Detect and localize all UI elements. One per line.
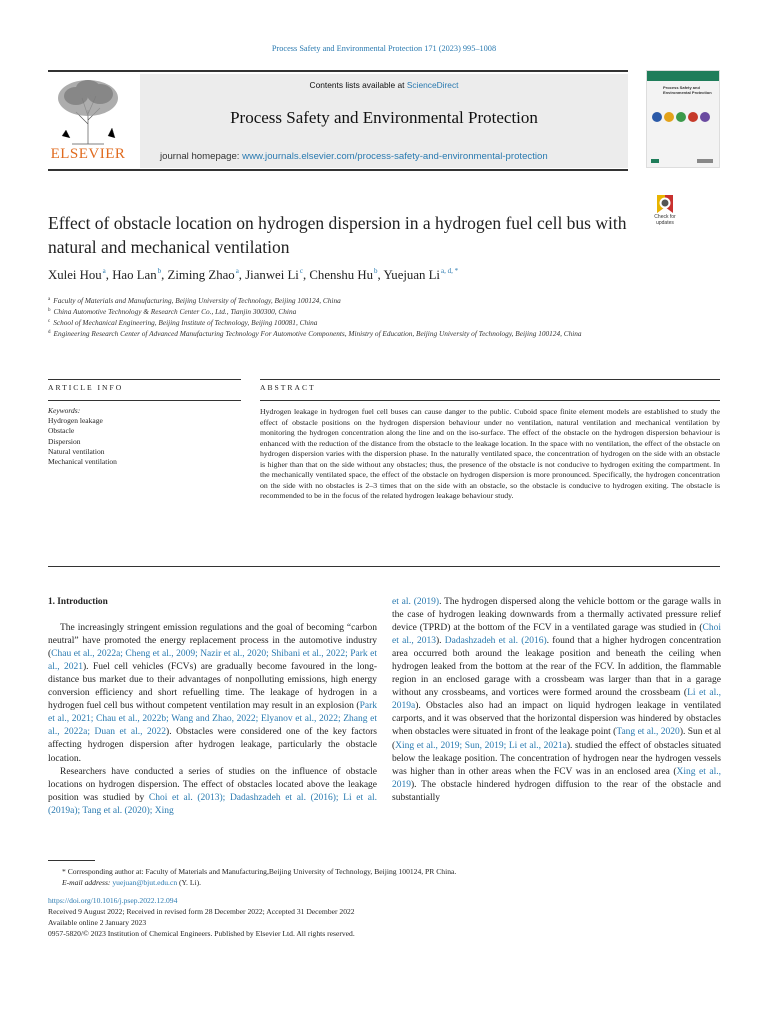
text-run: ). Obstacles also had an impact on liquid hydrogen leakage in ventilated carports, and it was observed that the horizontal dispersion was hindered by obstacles when obstacles were situated in front of the leakage point ( — [392, 701, 721, 738]
article-info-bottom-rule — [48, 400, 241, 401]
homepage-prefix: journal homepage: — [160, 151, 243, 162]
body-column-left — [48, 596, 377, 818]
author-name[interactable]: Jianwei Li — [245, 268, 299, 282]
intro-paragraph-1 — [48, 622, 377, 766]
author-name[interactable]: Xulei Hou — [48, 268, 102, 282]
citation-link[interactable]: Choi et al. (2013); Dadashzadeh et al. (2016); Li et al. (2019a); Tang et al. (2020); Xing — [48, 792, 377, 816]
abstract-top-rule — [260, 379, 720, 380]
affiliation-list — [48, 295, 688, 339]
contents-line — [140, 80, 628, 90]
text-run: . The hydrogen dispersed along the vehicle bottom or the garage walls in the case of hydrogen leaking downwards from a thermally activated pressure relief device (TPRD) at the bottom of the FCV in a ventilated garage was studied in ( — [392, 597, 721, 634]
citation-link[interactable]: Chau et al., 2022a; Cheng et al., 2009; Nazir et al., 2020; Shibani et al., 2022; Park et al., 2021 — [48, 649, 377, 673]
keywords-block — [48, 406, 241, 467]
affiliation-text: School of Mechanical Engineering, Beijing Institute of Technology, Beijing 100081, China — [53, 318, 318, 327]
affiliation-item — [48, 306, 688, 317]
author-name[interactable]: Chenshu Hu — [309, 268, 374, 282]
text-run: ). Obstacles were considered one of the key factors affecting hydrogen dispersion after hydrogen leakage, particularly the obstacle location. — [48, 727, 377, 764]
author-affiliation-marker[interactable]: b — [374, 267, 378, 275]
affiliation-item — [48, 328, 688, 339]
citation-link[interactable]: Xing et al., 2019 — [392, 766, 721, 790]
text-run: Researchers have conducted a series of studies on the influence of obstacle locations on hydrogen dispersion. The effect of obstacles located above the leakage position was studied by — [48, 766, 377, 803]
homepage-line — [160, 151, 628, 162]
footnote-rule — [48, 860, 95, 861]
abstract-bottom-rule — [260, 400, 720, 401]
email-link[interactable]: yuejuan@bjut.edu.cn — [112, 878, 178, 887]
author-affiliation-marker[interactable]: a, d, * — [440, 267, 459, 275]
copyright-line: 0957-5820/© 2023 Institution of Chemical Engineers. Published by Elsevier Ltd. All rights reserved. — [48, 929, 355, 938]
author-name[interactable]: Yuejuan Li — [383, 268, 440, 282]
journal-title: Process Safety and Environmental Protection — [230, 108, 538, 127]
keywords-label: Keywords: — [48, 406, 81, 415]
footnotes — [48, 866, 720, 939]
body-column-right — [392, 596, 721, 805]
sciencedirect-link[interactable]: ScienceDirect — [406, 80, 459, 90]
abstract-heading: ABSTRACT — [260, 383, 316, 392]
author-affiliation-marker[interactable]: c — [299, 267, 303, 275]
text-run: The increasingly stringent emission regulations and the goal of becoming “carbon neutral” have promoted the energy replacement process in the automotive industry ( — [48, 623, 377, 660]
text-run: ). Fuel cell vehicles (FCVs) are gradually become favoured in the long-distance bus market due to their advantages of nonpolluting emissions, high energy conversion efficiency and short refuelling time. The leakage of hydrogen in a hydrogen fuel cell bus without competent ventilation may result in an explosion ( — [48, 662, 378, 712]
text-run: ). The obstacle hindered hydrogen diffusion to the rear of the obstacle and substantially — [392, 779, 721, 803]
keyword-item: Obstacle — [48, 426, 75, 436]
email-line — [48, 877, 720, 888]
text-run: ). Sun et al ( — [392, 727, 721, 751]
citation-link[interactable]: Choi et al., 2013 — [392, 623, 721, 647]
abstract-text: Hydrogen leakage in hydrogen fuel cell buses can cause danger to the public. Cuboid space finite element models are established to study the effect of obstacle positions on the hydrogen dispersion behaviour under no ventilation, natural ventilation and mechanical ventilation by monitoring the hydrogen concentration along the line and on the iso-surface. The effect of the obstacle on the hydrogen dispersion behaviour is enhanced with the reduction of the distance from the obstacle to the leakage location. In the space with no ventilation, the effect of the obstacle on hydrogen dispersion varies with the dispersion phase. In the naturally ventilated space, the concentration of hydrogen on the side with an obstacle is higher than that on the side without any obstacles; thus, the presence of the obstacle is not conducive to hydrogen exiting the compartment. In the mechanically ventilated space, the effect of the obstacle on hydrogen dispersion is more pronounced. Specifically, the hydrogen concentration on the side with no obstacles is 2–3 times that on the side with an obstacle, so the obstacle is conducive to hydrogen exiting. The obstacle is recommended to be in the focus of the related hydrogen leakage behaviour study. — [260, 407, 720, 500]
citation-link[interactable]: Xing et al., 2019; Sun, 2019; Li et al., 2021a — [395, 740, 567, 751]
article-title: Effect of obstacle location on hydrogen dispersion in a hydrogen fuel cell bus with natural and mechanical ventilation — [48, 213, 627, 257]
banner-center-panel — [140, 74, 628, 168]
cover-title: Process Safety and Environmental Protection — [663, 85, 712, 95]
article-info-top-rule — [48, 379, 241, 380]
journal-cover-image[interactable] — [646, 70, 720, 168]
banner-bottom-rule — [48, 169, 628, 171]
text-run: ). — [435, 636, 445, 647]
section-title-introduction: 1. Introduction — [48, 597, 108, 607]
text-run: ). studied the effect of obstacles situated below the leakage position. The concentration of hydrogen near the hydrogen vessels was higher than in other areas when the FCV was in an enclosed area ( — [392, 740, 721, 777]
citation-link[interactable]: Park et al., 2021; Chau et al., 2022b; Wang and Zhao, 2022; Elyanov et al., 2022; Zhang et al., 2022a; Duan et al., 2022 — [48, 701, 377, 738]
keyword-item: Mechanical ventilation — [48, 457, 117, 467]
author-list: Xulei Hou$^a$, Hao Lan$^b$, Ziming Zhao$^a$, Jianwei Li$^c$, Chenshu Hu$^b$, Yuejuan $Li^{a, d, *}$ — [48, 267, 459, 282]
affiliation-text: Faculty of Materials and Manufacturing, Beijing University of Technology, Beijing 100124, China — [53, 296, 341, 305]
author-affiliation-marker[interactable]: a — [235, 267, 239, 275]
received-dates: Received 9 August 2022; Received in revised form 28 December 2022; Accepted 31 December 2022 — [48, 907, 355, 916]
affiliation-item — [48, 295, 688, 306]
intro-paragraph-2-continued — [392, 596, 721, 805]
affiliation-item — [48, 317, 688, 328]
affiliation-text: China Automotive Technology & Research Center Co., Ltd., Tianjin 300300, China — [53, 307, 297, 316]
affiliation-key: a — [48, 297, 51, 302]
journal-homepage-link[interactable]: www.journals.elsevier.com/process-safety-and-environmental-protection — [242, 151, 548, 162]
affiliation-key: c — [48, 319, 51, 324]
journal-citation[interactable]: Process Safety and Environmental Protection 171 (2023) 995–1008 — [271, 44, 497, 53]
text-run: . found that a higher hydrogen concentration area occurred both around the leakage position and beneath the ceiling when hydrogen leaked from the bottom at the rear of the FCV. In addition, the flammable region in an enclosed garage with a crossbeam was larger than that in a garage without any crossbeams, and vortices were formed around the crossbeam ( — [392, 636, 721, 699]
keyword-item: Natural ventilation — [48, 446, 105, 456]
publisher-name: ELSEVIER — [50, 146, 126, 162]
banner-top-rule — [48, 70, 628, 72]
author-affiliation-marker[interactable]: b — [157, 267, 162, 275]
author-name[interactable]: Hao Lan — [112, 268, 157, 282]
author-affiliation-marker[interactable]: a — [102, 267, 106, 275]
contents-prefix: Contents lists available at — [309, 80, 407, 90]
keyword-item: Dispersion — [48, 436, 81, 446]
crossmark-label: Check for updates — [654, 214, 676, 226]
corresponding-author-note: * Corresponding author at: Faculty of Materials and Manufacturing,Beijing University of Technology, Beijing 100124, PR China. — [62, 867, 457, 876]
affiliation-key: b — [48, 308, 51, 313]
citation-link[interactable]: Li et al., 2019a — [392, 688, 722, 712]
crossmark-badge[interactable] — [648, 194, 682, 232]
available-online: Available online 2 January 2023 — [48, 918, 147, 927]
journal-banner — [48, 70, 720, 170]
affiliation-key: d — [48, 330, 51, 335]
author-name[interactable]: Ziming Zhao — [167, 268, 235, 282]
doi-link[interactable]: https://doi.org/10.1016/j.psep.2022.12.094 — [48, 896, 178, 905]
email-suffix: (Y. Li). — [177, 878, 202, 887]
crossmark-icon — [648, 194, 682, 214]
email-label: E-mail address: — [62, 878, 113, 887]
article-info-heading: ARTICLE INFO — [48, 383, 124, 392]
citation-link[interactable]: Dadashzadeh et al. (2016) — [444, 636, 547, 647]
intro-paragraph-2 — [48, 766, 377, 818]
citation-link[interactable]: et al. (2019) — [392, 597, 440, 607]
affiliation-text: Engineering Research Center of Advanced Manufacturing Technology For Automotive Components, Ministry of Education, Beijing University of Technology, Beijing 100124, China — [53, 329, 582, 338]
abstract-end-rule — [48, 566, 720, 567]
keyword-item: Hydrogen leakage — [48, 416, 103, 426]
citation-link[interactable]: Tang et al., 2020 — [616, 727, 680, 738]
